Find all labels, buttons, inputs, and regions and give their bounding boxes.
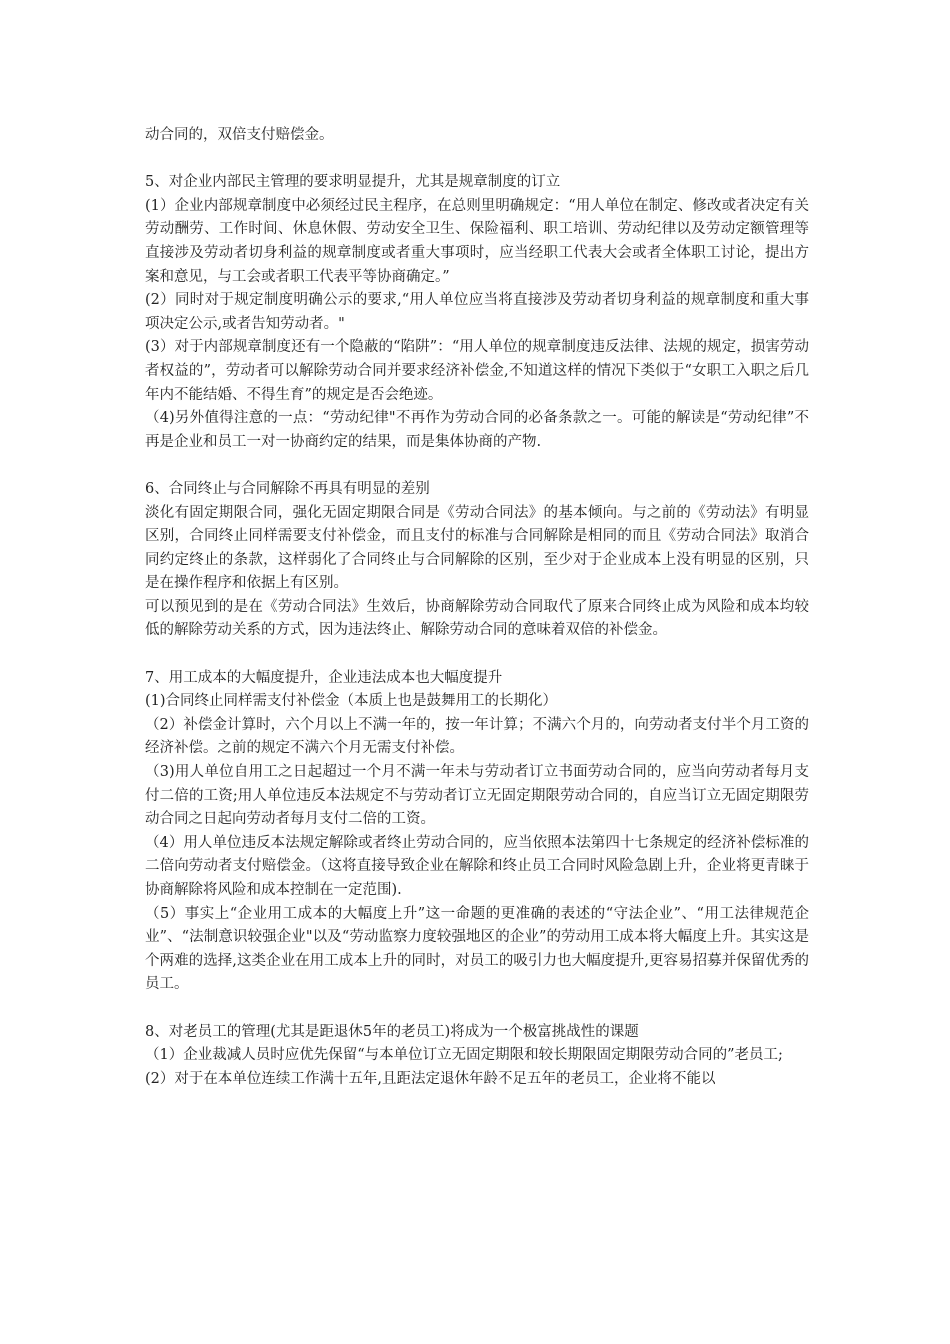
section-6-paragraph-1: 淡化有固定期限合同，强化无固定期限合同是《劳动合同法》的基本倾向。与之前的《劳动法》有明显区别，合同终止同样需要支付补偿金，而且支付的标准与合同解除是相同的而且《劳动合同法》取消合同约定终止的条款，这样弱化了合同终止与合同解除的区别，至少对于企业成本上没有明显的区别，只是在操作程序和依据上有区别。 — [145, 504, 809, 592]
section-5-heading: 5、对企业内部民主管理的要求明显提升，尤其是规章制度的订立 — [145, 174, 561, 191]
section-5-item-2: (2）同时对于规定制度明确公示的要求,“用人单位应当将直接涉及劳动者切身利益的规章制度和重大事项决定公示,或者告知劳动者。" — [145, 292, 809, 332]
document-body — [145, 124, 809, 1091]
section-7-item-4: （4）用人单位违反本法规定解除或者终止劳动合同的，应当依照本法第四十七条规定的经济补偿标准的二倍向劳动者支付赔偿金。（这将直接导致企业在解除和终止员工合同时风险急剧上升，企业将更青睐于协商解除将风险和成本控制在一定范围). — [145, 834, 809, 898]
paragraph-gap — [145, 148, 809, 172]
section-5-item-4: （4)另外值得注意的一点：“劳动纪律"不再作为劳动合同的必备条款之一。可能的解读是“劳动纪律”不再是企业和员工一对一协商约定的结果，而是集体协商的产物. — [145, 410, 809, 450]
continuation-paragraph: 动合同的，双倍支付赔偿金。 — [145, 127, 334, 143]
section-8-item-2: (2）对于在本单位连续工作满十五年,且距法定退休年龄不足五年的老员工，企业将不能以 — [145, 1070, 716, 1087]
section-7-item-3: （3)用人单位自用工之日起超过一个月不满一年未与劳动者订立书面劳动合同的，应当向劳动者每月支付二倍的工资;用人单位违反本法规定不与劳动者订立无固定期限劳动合同的，自应当订立无固定期限劳动合同之日起向劳动者每月支付二倍的工资。 — [145, 764, 809, 828]
paragraph-gap — [145, 454, 809, 478]
section-6-paragraph-2: 可以预见到的是在《劳动合同法》生效后，协商解除劳动合同取代了原来合同终止成为风险和成本均较低的解除劳动关系的方式，因为违法终止、解除劳动合同的意味着双倍的补偿金。 — [145, 598, 809, 639]
section-7-item-1: (1)合同终止同样需支付补偿金（本质上也是鼓舞用工的长期化） — [145, 693, 558, 710]
section-6-heading: 6、合同终止与合同解除不再具有明显的差别 — [145, 480, 430, 497]
section-7-item-2: （2）补偿金计算时，六个月以上不满一年的，按一年计算；不满六个月的，向劳动者支付半个月工资的经济补偿。之前的规定不满六个月无需支付补偿。 — [145, 716, 809, 757]
section-5-item-3: (3）对于内部规章制度还有一个隐蔽的“陷阱”：“用人单位的规章制度违反法律、法规的规定，损害劳动者权益的”，劳动者可以解除劳动合同并要求经济补偿金,不知道这样的情况下类似于“女职工入职之后几年内不能结婚、不得生育”的规定是否会绝迹。 — [145, 339, 809, 403]
section-8-heading: 8、对老员工的管理(尤其是距退休5年的老员工)将成为一个极富挑战性的课题 — [145, 1023, 639, 1040]
paragraph-gap — [145, 643, 809, 667]
section-8-item-1: （1）企业裁减人员时应优先保留“与本单位订立无固定期限和较长期限固定期限劳动合同的”老员工; — [145, 1047, 783, 1064]
paragraph-gap — [145, 997, 809, 1021]
section-7-heading: 7、用工成本的大幅度提升，企业违法成本也大幅度提升 — [145, 669, 503, 686]
section-5-item-1: (1）企业内部规章制度中必须经过民主程序，在总则里明确规定：“用人单位在制定、修改或者决定有关劳动酬劳、工作时间、休息休假、劳动安全卫生、保险福利、职工培训、劳动纪律以及劳动定额管理等直接涉及劳动者切身利益的规章制度或者重大事项时，应当经职工代表大会或者全体职工讨论，提出方案和意见，与工会或者职工代表平等协商确定。” — [145, 197, 809, 285]
section-7-item-5: （5）事实上“企业用工成本的大幅度上升”这一命题的更准确的表述的“守法企业”、“用工法律规范企业”、“法制意识较强企业"以及“劳动监察力度较强地区的企业”的劳动用工成本将大幅度上升。其实这是个两难的选择,这类企业在用工成本上升的同时，对员工的吸引力也大幅度提升,更容易招募并保留优秀的员工。 — [145, 905, 809, 993]
